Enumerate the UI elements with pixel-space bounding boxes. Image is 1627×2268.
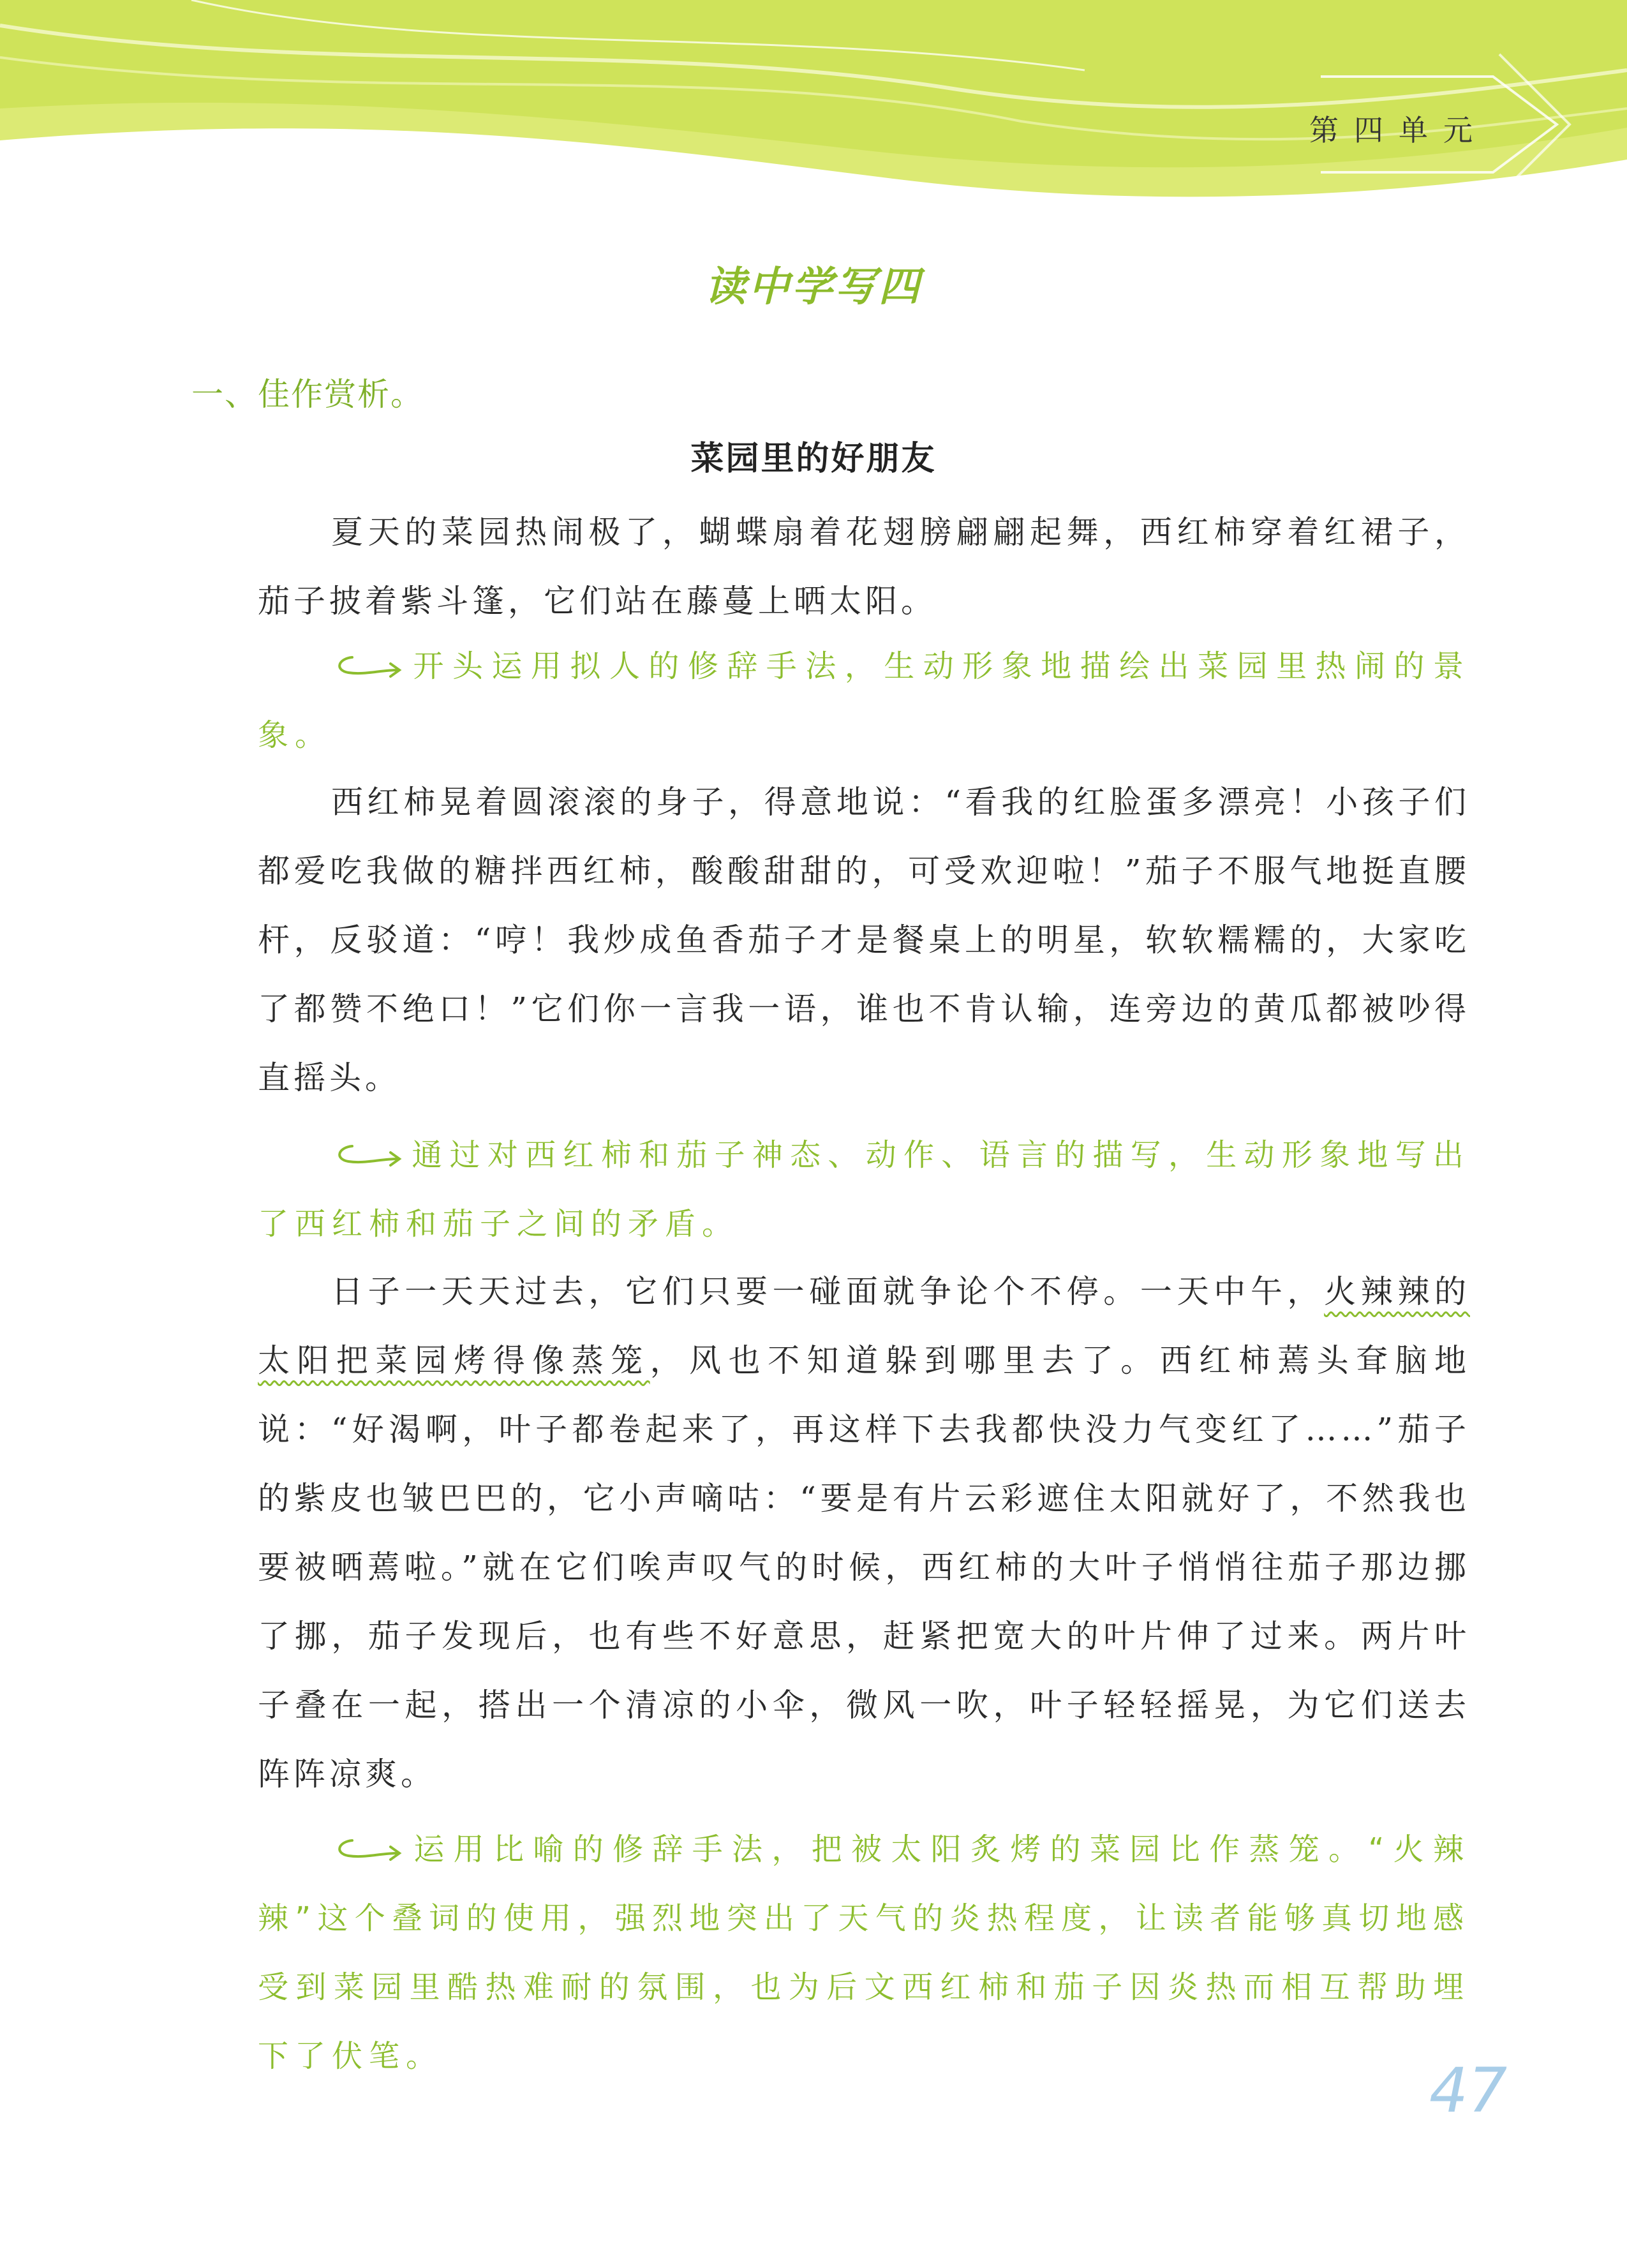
paragraph-text: 西红柿晃着圆滚滚的身子，得意地说：“看我的红脸蛋多漂亮！小孩子们都爱吃我做的糖拌西红柿，酸酸甜甜的，可受欢迎啦！”茄子不服气地挺直腰杆，反驳道：“哼！我炒成鱼香茄子才是餐桌上的明星，软软糯糯的，大家吃了都赞不绝口！”它们你一言我一语，谁也不肯认输，连旁边的黄瓜都被吵得直摇头。 [258, 784, 1470, 1096]
paragraph-text: 日子一天天过去，它们只要一碰面就争论个不停。一天中午， [331, 1273, 1325, 1310]
essay-paragraph-2 [258, 768, 1470, 1112]
essay-title: 菜园里的好朋友 [690, 440, 937, 478]
annotation-arrow-icon [329, 651, 406, 680]
annotation-text: 运用比喻的修辞手法，把被太阳炙烤的菜园比作蒸笼。“火辣辣”这个叠词的使用，强烈地突出了天气的炎热程度，让读者能够真切地感受到菜园里酷热难耐的氛围，也为后文西红柿和茄子因炎热而相互帮助埋下了伏笔。 [258, 1832, 1470, 2074]
annotation-3 [258, 1815, 1470, 2091]
unit-label: 第四单元 [1309, 113, 1488, 147]
section-heading: 一、佳作赏析。 [191, 376, 424, 413]
annotation-1 [258, 632, 1470, 770]
annotation-arrow-icon [329, 1140, 406, 1169]
essay-paragraph-3 [258, 1257, 1470, 1809]
lesson-title: 读中学写四 [705, 264, 922, 311]
page-number: 47 [1429, 2055, 1508, 2126]
annotation-2 [258, 1121, 1470, 1258]
paragraph-text: 夏天的菜园热闹极了，蝴蝶扇着花翅膀翩翩起舞，西红柿穿着红裙子，茄子披着紫斗篷，它们站在藤蔓上晒太阳。 [258, 514, 1470, 620]
highlighted-phrase: 火辣辣的太阳把菜园烤得像蒸笼 [258, 1273, 1471, 1379]
annotation-text: 开头运用拟人的修辞手法，生动形象地描绘出菜园里热闹的景象。 [258, 648, 1470, 753]
annotation-text: 通过对西红柿和茄子神态、动作、语言的描写，生动形象地写出了西红柿和茄子之间的矛盾。 [258, 1137, 1470, 1242]
header-wave-decoration [0, 0, 1627, 211]
annotation-arrow-icon [329, 1834, 406, 1863]
paragraph-text: ，风也不知道躲到哪里去了。西红柿蔫头耷脑地说：“好渴啊，叶子都卷起来了，再这样下去我都快没力气变红了……”茄子的紫皮也皱巴巴的，它小声嘀咕：“要是有片云彩遮住太阳就好了，不然我也要被晒蔫啦。”就在它们唉声叹气的时候，西红柿的大叶子悄悄往茄子那边挪了挪，茄子发现后，也有些不好意思，赶紧把宽大的叶片伸了过来。两片叶子叠在一起，搭出一个清凉的小伞，微风一吹，叶子轻轻摇晃，为它们送去阵阵凉爽。 [258, 1342, 1471, 1793]
essay-paragraph-1 [258, 498, 1470, 636]
